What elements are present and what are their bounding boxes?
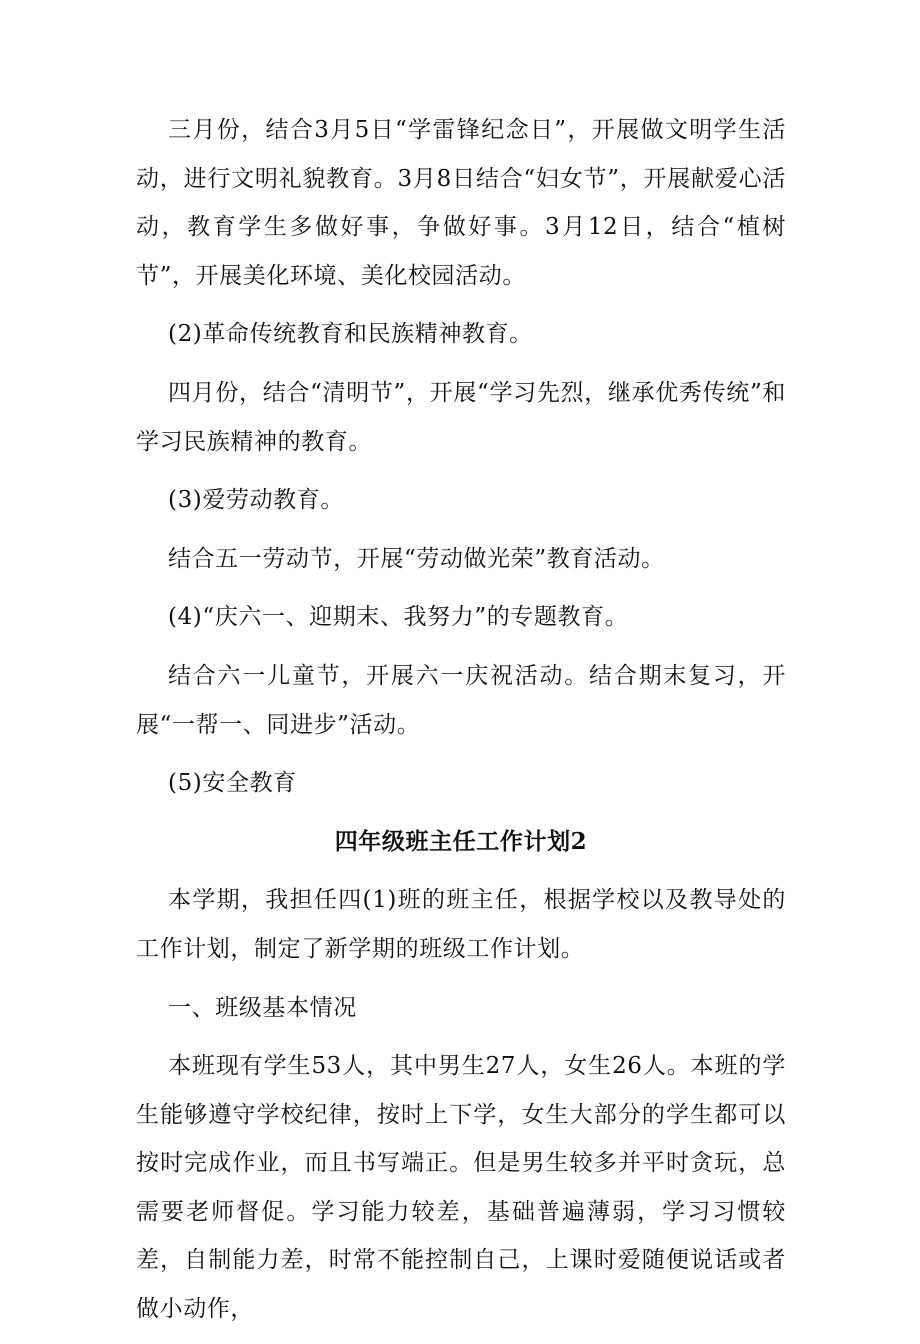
paragraph-childrens-day-topic: (4)“庆六一、迎期末、我努力”的专题教育。 xyxy=(168,604,629,631)
section-heading: 一、班级基本情况 xyxy=(168,994,357,1021)
paragraph-april-activities: 四月份，结合“清明节”，开展“学习先烈，继承优秀传统”和学习民族精神的教育。 xyxy=(136,379,786,455)
document-title: 四年级班主任工作计划2 xyxy=(334,827,588,855)
paragraph-intro: 本学期，我担任四(1)班的班主任，根据学校以及教导处的工作计划，制定了新学期的班级工作计划。 xyxy=(136,887,786,962)
paragraph-labor-education: (3)爱劳动教育。 xyxy=(168,487,344,514)
paragraph-revolutionary-education: (2)革命传统教育和民族精神教育。 xyxy=(168,321,533,348)
document-page xyxy=(136,106,786,1344)
paragraph-class-situation: 本班现有学生53人，其中男生27人，女生26人。本班的学生能够遵守学校纪律，按时上下学，女生大部分的学生都可以按时完成作业，而且书写端正。但是男生较多并平时贪玩，总需要老师督促。学习能力较差，基础普遍薄弱，学习习惯较差，自制能力差，时常不能控制自己，上课时爱随便说话或者做小动作， xyxy=(136,1053,786,1323)
paragraph-march-activities: 三月份，结合3月5日“学雷锋纪念日”，开展做文明学生活动，进行文明礼貌教育。3月8日结合“妇女节”，开展献爱心活动，教育学生多做好事，争做好事。3月12日，结合“植树节”，开展美化环境、美化校园活动。 xyxy=(136,117,786,289)
paragraph-safety-education: (5)安全教育 xyxy=(168,770,297,797)
paragraph-childrens-day-activities: 结合六一儿童节，开展六一庆祝活动。结合期末复习，开展“一帮一、同进步”活动。 xyxy=(136,662,786,738)
paragraph-may-day: 结合五一劳动节，开展“劳动做光荣”教育活动。 xyxy=(168,545,665,572)
